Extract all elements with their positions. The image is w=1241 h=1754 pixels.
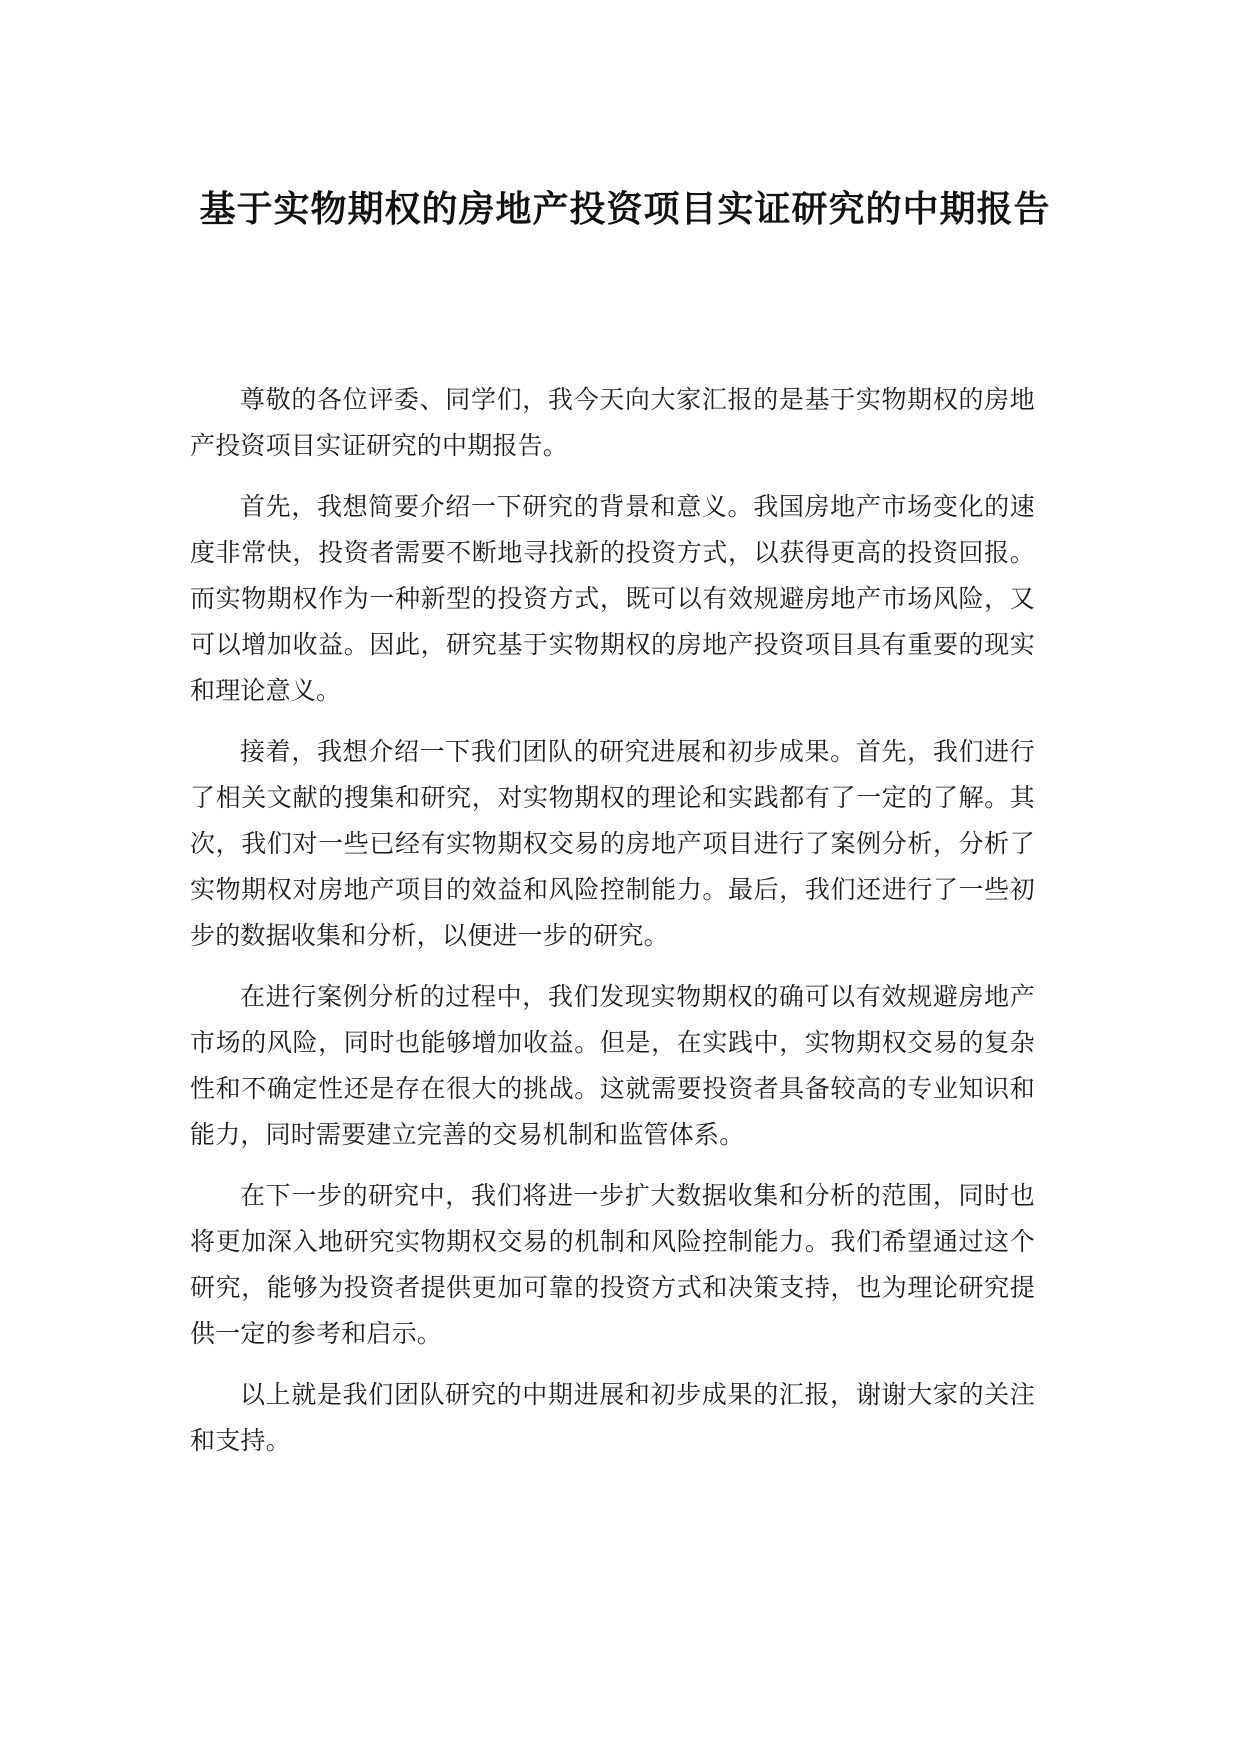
- paragraph-findings: 在进行案例分析的过程中，我们发现实物期权的确可以有效规避房地产市场的风险，同时也能够增加收益。但是，在实践中，实物期权交易的复杂性和不确定性还是存在很大的挑战。这就需要投资者具备较高的专业知识和能力，同时需要建立完善的交易机制和监管体系。: [190, 982, 1035, 1149]
- paragraph-next-steps: 在下一步的研究中，我们将进一步扩大数据收集和分析的范围，同时也将更加深入地研究实物期权交易的机制和风险控制能力。我们希望通过这个研究，能够为投资者提供更加可靠的投资方式和决策支持，也为理论研究提供一定的参考和启示。: [190, 1181, 1035, 1348]
- paragraph-closing: 以上就是我们团队研究的中期进展和初步成果的汇报，谢谢大家的关注和支持。: [190, 1380, 1035, 1455]
- paragraph-progress: 接着，我想介绍一下我们团队的研究进展和初步成果。首先，我们进行了相关文献的搜集和研究，对实物期权的理论和实践都有了一定的了解。其次，我们对一些已经有实物期权交易的房地产项目进行了案例分析，分析了实物期权对房地产项目的效益和风险控制能力。最后，我们还进行了一些初步的数据收集和分析，以便进一步的研究。: [190, 737, 1035, 950]
- document-body: [190, 377, 1035, 1479]
- document-title: 基于实物期权的房地产投资项目实证研究的中期报告: [199, 189, 1051, 230]
- paragraph-greeting: 尊敬的各位评委、同学们，我今天向大家汇报的是基于实物期权的房地产投资项目实证研究的中期报告。: [190, 385, 1035, 460]
- paragraph-background: 首先，我想简要介绍一下研究的背景和意义。我国房地产市场变化的速度非常快，投资者需要不断地寻找新的投资方式，以获得更高的投资回报。而实物期权作为一种新型的投资方式，既可以有效规避房地产市场风险，又可以增加收益。因此，研究基于实物期权的房地产投资项目具有重要的现实和理论意义。: [190, 492, 1035, 705]
